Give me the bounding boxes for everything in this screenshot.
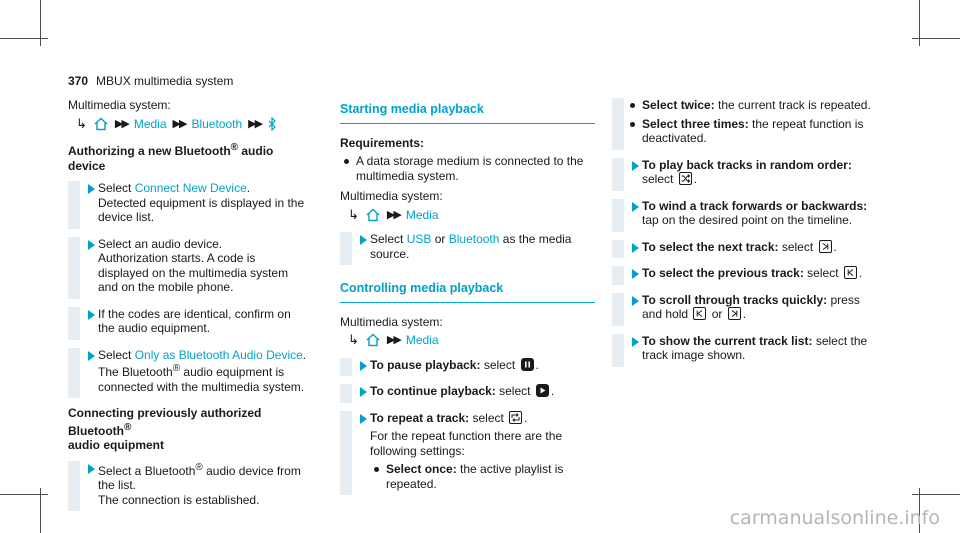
heading-authorize: Authorizing a new Bluetooth® audio device (68, 142, 274, 173)
step-arrow-icon (632, 161, 639, 171)
step-arrow-icon (632, 202, 639, 212)
page-title: MBUX multimedia system (96, 74, 234, 88)
step: To scroll through tracks quickly: press and hold or . (612, 293, 874, 322)
path-media: Media (405, 207, 439, 222)
section-controlling-playback: Controlling media playback (340, 281, 595, 303)
step-arrow-icon (88, 310, 95, 320)
intro-text: Multimedia system: (340, 314, 443, 329)
intro-text: Multimedia system: (340, 189, 443, 203)
connect-new-device-link[interactable]: Connect New Device (134, 181, 247, 195)
menu-path (348, 208, 595, 223)
bluetooth-icon (267, 117, 277, 131)
step-arrow-icon (88, 240, 95, 250)
step-arrow-icon (88, 464, 95, 474)
column-1 (68, 98, 308, 519)
heading-connecting: Connecting previously authorized Bluetooth® audio equipment (68, 406, 262, 452)
home-icon (93, 117, 109, 131)
column-2 (340, 102, 595, 503)
page-header (68, 74, 233, 89)
step: To pause playback: select . (340, 358, 595, 373)
crop-mark (40, 0, 41, 46)
step: If the codes are identical, confirm on the audio equipment. (68, 307, 308, 336)
step-arrow-icon (88, 184, 95, 194)
chevron-icon: ▶▶ (386, 208, 400, 221)
requirements-heading: Requirements: (340, 135, 425, 150)
bluetooth-link[interactable]: Bluetooth (448, 232, 500, 246)
step: To show the current track list: select the track image shown. (612, 334, 874, 363)
step: Select Connect New Device. Detected equipment is displayed in the device list. (68, 181, 308, 225)
only-bluetooth-audio-link[interactable]: Only as Bluetooth Audio Device (134, 347, 303, 362)
play-icon[interactable] (536, 384, 549, 397)
path-media: Media (405, 333, 439, 347)
step: Select Only as Bluetooth Audio Device. The Bluetooth® audio equipment is connected with the multimedia system. (68, 348, 308, 395)
crop-mark (919, 0, 920, 46)
usb-link[interactable]: USB (406, 232, 432, 246)
step: To play back tracks in random order: select . (612, 158, 874, 187)
path-arrow-icon: ↳ (76, 115, 87, 131)
next-track-icon[interactable] (819, 240, 832, 253)
step: To wind a track forwards or backwards: tap on the desired point on the timeline. (612, 199, 874, 228)
watermark: carmanualsonline.info (729, 506, 940, 529)
crop-mark (0, 494, 48, 495)
chevron-icon: ▶▶ (172, 117, 186, 130)
step: To continue playback: select . (340, 384, 595, 399)
menu-path (76, 117, 308, 132)
next-track-icon[interactable] (728, 307, 741, 320)
path-bluetooth: Bluetooth (191, 116, 243, 131)
previous-track-icon[interactable] (693, 307, 706, 320)
step: To select the next track: select . (612, 240, 874, 255)
step-arrow-icon (632, 269, 639, 279)
step-arrow-icon (632, 337, 639, 347)
step: To select the previous track: select . (612, 266, 874, 281)
intro-text: Multimedia system: (68, 98, 171, 112)
step: Select an audio device. Authorization starts. A code is displayed on the multimedia system and on the mobile phone. (68, 237, 308, 295)
page-number: 370 (68, 74, 89, 88)
list-item: Select twice: the current track is repeated. (626, 98, 874, 113)
column-3 (612, 98, 874, 375)
step-arrow-icon (360, 361, 367, 371)
pause-icon[interactable] (521, 358, 534, 371)
step: To repeat a track: select . For the repeat function there are the following settings: Select once: the active playlist is repeated. (340, 411, 595, 492)
step-arrow-icon (632, 296, 639, 306)
step: Select USB or Bluetooth as the media source. (340, 232, 595, 261)
step-arrow-icon (360, 414, 367, 424)
step-arrow-icon (360, 387, 367, 397)
path-media: Media (133, 116, 167, 131)
crop-mark (912, 38, 960, 39)
crop-mark (0, 38, 48, 39)
shuffle-icon[interactable] (679, 172, 692, 185)
step-arrow-icon (360, 235, 367, 245)
home-icon (365, 333, 381, 347)
home-icon (365, 208, 381, 222)
path-arrow-icon: ↳ (348, 332, 359, 347)
chevron-icon: ▶▶ (386, 334, 400, 346)
crop-mark (912, 494, 960, 495)
list-item: Select three times: the repeat function is deactivated. (626, 117, 874, 146)
previous-track-icon[interactable] (844, 266, 857, 279)
repeat-icon[interactable] (509, 411, 522, 424)
step-arrow-icon (632, 243, 639, 253)
section-starting-playback: Starting media playback (340, 102, 595, 124)
menu-path (348, 333, 595, 348)
list-item: A data storage medium is connected to the multimedia system. (340, 154, 595, 183)
step: Select a Bluetooth® audio device from the list. The connection is established. (68, 461, 308, 508)
list-item: Select once: the active playlist is repeated. (370, 462, 595, 491)
chevron-icon: ▶▶ (248, 117, 262, 130)
path-arrow-icon: ↳ (348, 206, 359, 222)
step-arrow-icon (88, 351, 95, 361)
chevron-icon: ▶▶ (114, 117, 128, 130)
step (612, 98, 874, 146)
